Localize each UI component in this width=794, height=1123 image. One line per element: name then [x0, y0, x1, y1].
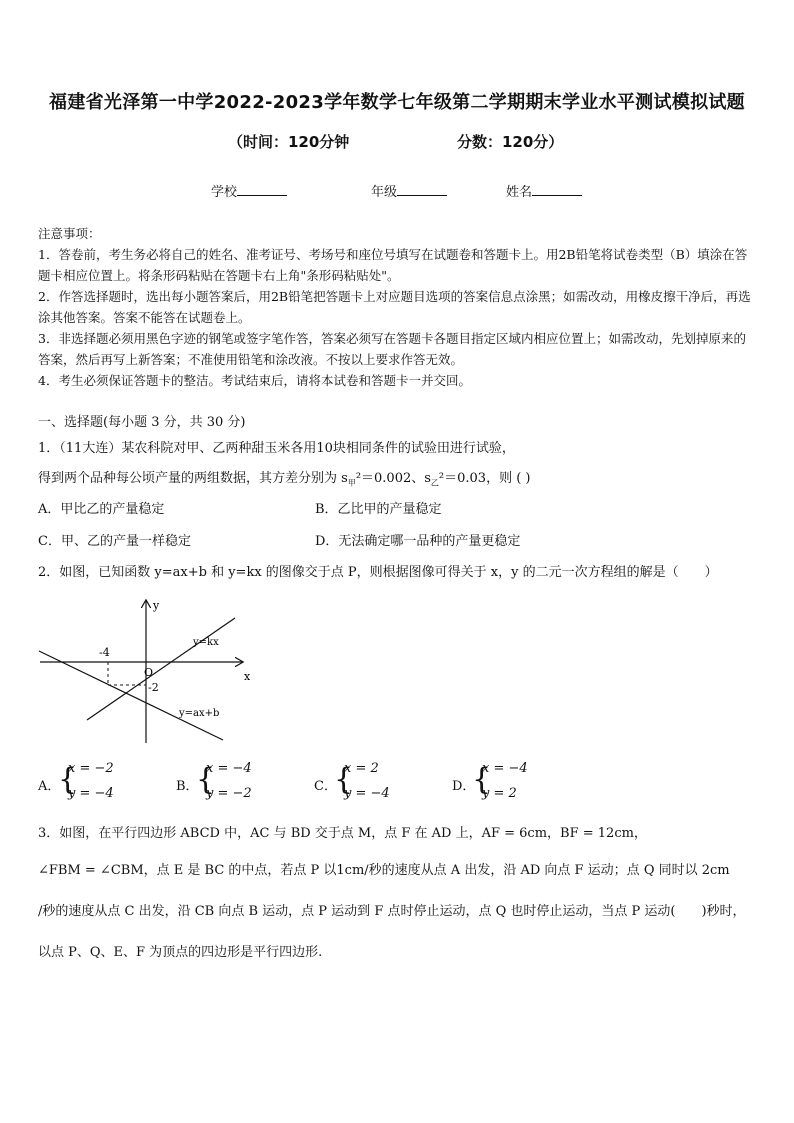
- q1-option-d: D．无法确定哪一品种的产量更稳定: [315, 534, 521, 549]
- option-letter: C．: [314, 779, 337, 794]
- line-axb-label: y=ax+b: [179, 708, 220, 719]
- line-axb: [39, 651, 223, 740]
- line-kx: [87, 618, 235, 720]
- line-kx-label: y=kx: [193, 637, 219, 648]
- y-axis-label: y: [153, 599, 160, 612]
- q1-text-c: ²＝0.03，则 ( ): [438, 471, 531, 486]
- system-x: x = 2: [344, 761, 379, 776]
- q3-line2: ∠FBM = ∠CBM，点 E 是 BC 的中点，若点 P 以1cm/秒的速度从点 A 出发，沿 AD 向点 F 运动；点 Q 同时以 2cm: [38, 863, 730, 878]
- brace-icon: {: [472, 762, 492, 797]
- school-blank: [237, 183, 287, 196]
- system-x: x = −2: [68, 761, 114, 776]
- q1-option-c: C．甲、乙的产量一样稳定: [38, 534, 191, 549]
- system-y: y = −4: [344, 786, 390, 801]
- option-letter: D．: [452, 779, 476, 794]
- exam-time: （时间：120分钟: [228, 133, 350, 151]
- q1-sub-yi: 乙: [430, 478, 439, 488]
- note-item: 4．考生必须保证答题卡的整洁。考试结束后，请将本试卷和答题卡一并交回。: [38, 373, 471, 388]
- grade-blank: [397, 183, 447, 196]
- q1-line2: [38, 467, 531, 489]
- note-item: 1．答卷前，考生务必将自己的姓名、准考证号、考场号和座位号填写在试题卷和答题卡上。用2B铅笔将试卷类型（B）填涂在答题卡相应位置上。将条形码粘贴在答题卡右上角"条形码粘贴处"。: [38, 247, 748, 283]
- q3-line4: 以点 P、Q、E、F 为顶点的四边形是平行四边形.: [38, 945, 323, 960]
- q1-option-b: B．乙比甲的产量稳定: [315, 502, 442, 517]
- q1-option-a: A．甲比乙的产量稳定: [38, 502, 165, 517]
- system-y: y = −2: [206, 786, 252, 801]
- brace-icon: {: [58, 762, 78, 797]
- brace-icon: {: [196, 762, 216, 797]
- q1-text-b: ²＝0.002、s: [355, 471, 431, 486]
- origin-label: O: [144, 666, 154, 679]
- y-mark-label: -2: [148, 681, 159, 694]
- system-x: x = −4: [206, 761, 252, 776]
- notes-heading: 注意事项：: [38, 226, 101, 241]
- section-heading: 一、选择题(每小题 3 分，共 30 分): [38, 415, 246, 430]
- q3-line1: 3．如图，在平行四边形 ABCD 中，AC 与 BD 交于点 M，点 F 在 AD 上，AF = 6cm，BF = 12cm，: [38, 826, 647, 841]
- system-x: x = −4: [482, 761, 528, 776]
- q3-line3: /秒的速度从点 C 出发，沿 CB 向点 B 运动，点 P 运动到 F 点时停止运动，点 Q 也时停止运动，当点 P 运动( )秒时，: [38, 904, 746, 919]
- system-y: y = −4: [68, 786, 114, 801]
- grade-field: [371, 181, 447, 200]
- x-axis-label: x: [244, 670, 251, 683]
- x-mark-label: -4: [99, 646, 110, 659]
- school-field: [211, 181, 287, 200]
- exam-title: 福建省光泽第一中学2022-2023学年数学七年级第二学期期末学业水平测试模拟试题: [49, 92, 745, 113]
- q2-stem: 2．如图，已知函数 y=ax+b 和 y=kx 的图像交于点 P，则根据图像可得关于 x，y 的二元一次方程组的解是（ ）: [38, 565, 718, 580]
- brace-icon: {: [334, 762, 354, 797]
- option-letter: A．: [38, 779, 61, 794]
- q1-line1: 1．（11大连）某农科院对甲、乙两种甜玉米各用10块相同条件的试验田进行试验，: [38, 441, 515, 456]
- note-item: 2．作答选择题时，选出每小题答案后，用2B铅笔把答题卡上对应题目选项的答案信息点涂黑；如需改动，用橡皮擦干净后，再选涂其他答案。答案不能答在试题卷上。: [38, 289, 751, 325]
- name-label: 姓名: [506, 185, 533, 200]
- exam-score: 分数：120分）: [457, 133, 564, 151]
- name-blank: [532, 183, 582, 196]
- note-item: 3．非选择题必须用黑色字迹的钢笔或签字笔作答，答案必须写在答题卡各题目指定区域内相应位置上；如需改动，先划掉原来的答案，然后再写上新答案；不准使用铅笔和涂改液。不按以上要求作答无效。: [38, 331, 746, 367]
- grade-label: 年级: [371, 185, 398, 200]
- option-letter: B．: [176, 779, 199, 794]
- q1-sub-jia: 甲: [347, 478, 356, 488]
- school-label: 学校: [211, 185, 238, 200]
- system-y: y = 2: [482, 786, 517, 801]
- q1-text-a: 得到两个品种每公顷产量的两组数据，其方差分别为 s: [38, 471, 348, 486]
- q2-graph: [35, 595, 265, 745]
- name-field: [506, 181, 582, 200]
- notes-block: [38, 223, 758, 391]
